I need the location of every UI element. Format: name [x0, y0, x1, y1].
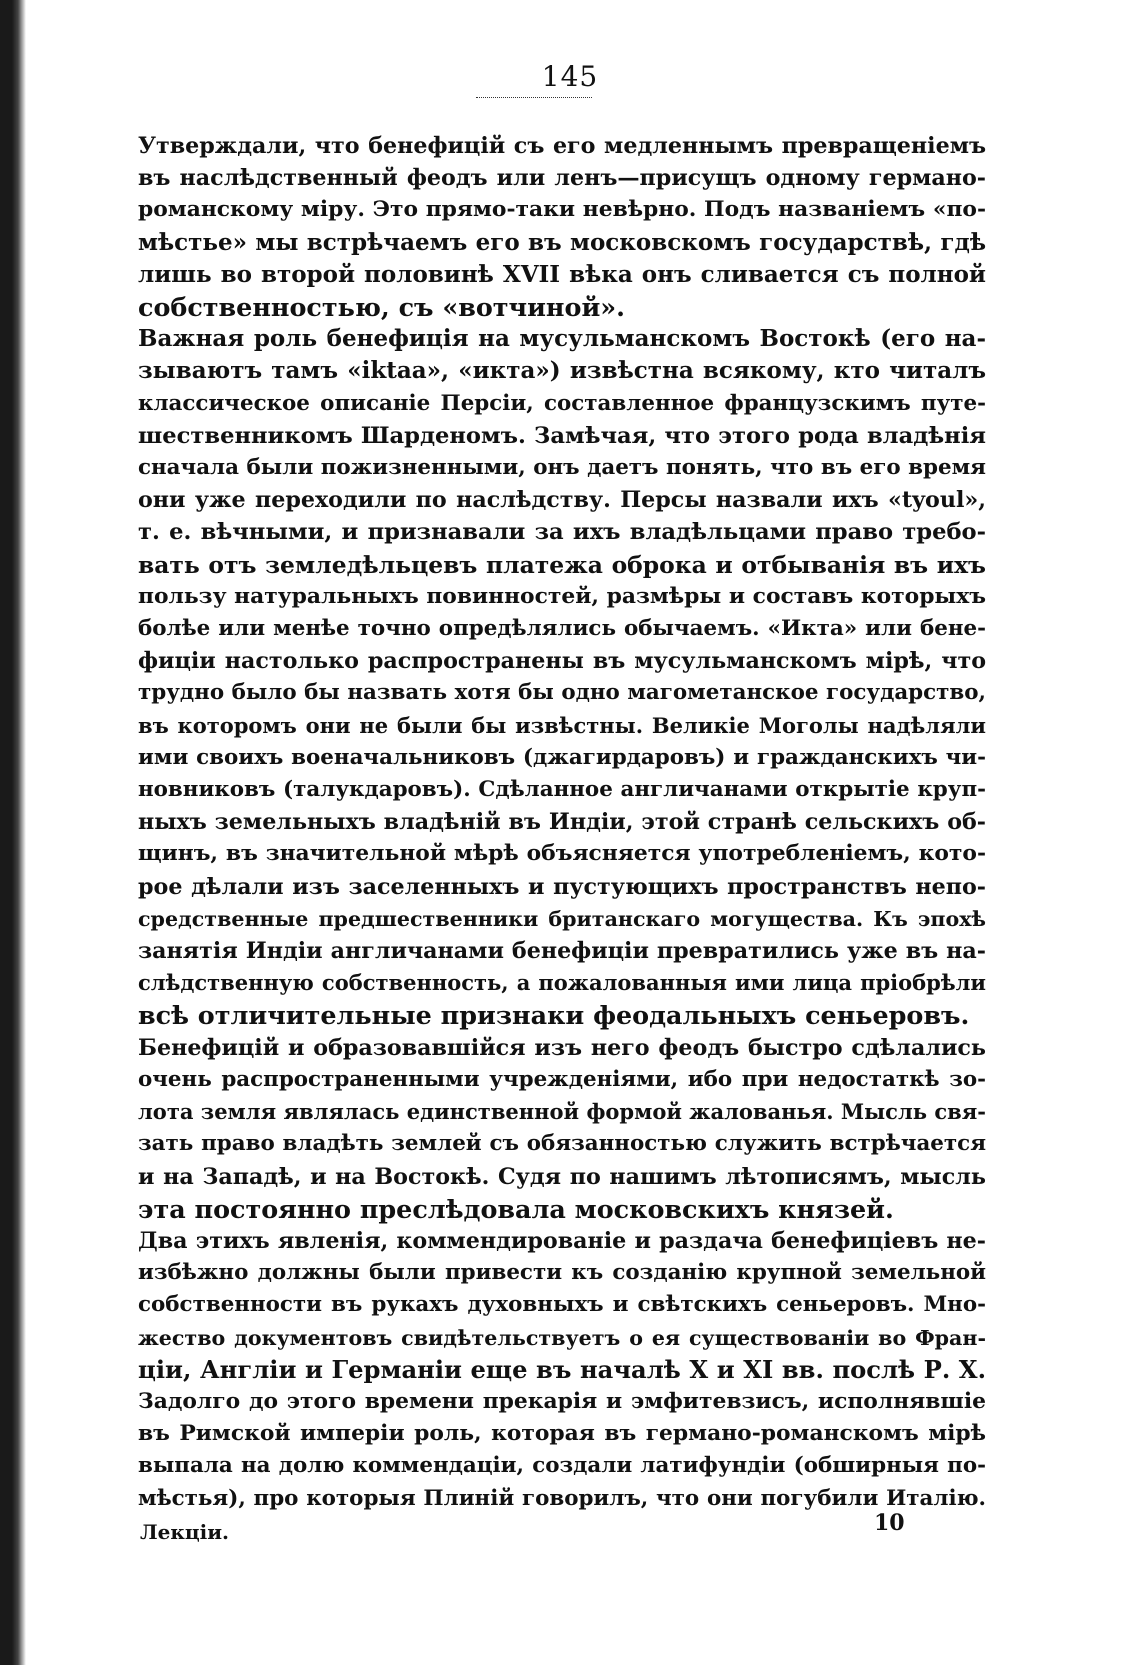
text-line: Утверждали, что бенефицій съ его медленнымъ превращеніемъ	[138, 133, 986, 159]
footer-sheet-number: 10	[874, 1510, 905, 1536]
text-line: трудно было бы назвать хотя бы одно магометанское государство,	[138, 680, 986, 706]
page-binding-edge	[0, 0, 26, 1665]
text-line: ныхъ земельныхъ владѣній въ Индіи, этой странѣ сельскихъ об-	[138, 809, 986, 836]
body-text	[138, 130, 986, 1515]
paragraph-1	[138, 130, 986, 323]
text-line: фиціи настолько распространены въ мусульманскомъ мірѣ, что	[138, 648, 986, 675]
text-line: собственностью, съ «вотчиной».	[138, 292, 625, 323]
text-line: болѣе или менѣе точно опредѣлялись обычаемъ. «Икта» или бене-	[138, 616, 986, 642]
text-line: рое дѣлали изъ заселенныхъ и пустующихъ пространствъ непо-	[138, 873, 986, 900]
footer-signature: Лекціи.	[140, 1520, 230, 1544]
text-line: эта постоянно преслѣдовала московскихъ князей.	[138, 1193, 894, 1224]
text-line: въ наслѣдственный феодъ или ленъ—присущъ одному германо-	[138, 165, 986, 192]
text-line: шественникомъ Шарденомъ. Замѣчая, что этого рода владѣнія	[138, 422, 986, 449]
text-line: и на Западѣ, и на Востокѣ. Судя по нашимъ лѣтописямъ, мысль	[138, 1163, 986, 1190]
page-number-rule	[476, 97, 592, 98]
text-line: ими своихъ военачальниковъ (джагирдаровъ) и гражданскихъ чи-	[138, 744, 986, 770]
text-line: лота земля являлась единственной формой жалованья. Мысль свя-	[138, 1099, 986, 1125]
text-line: средственные предшественники британскаго могущества. Къ эпохѣ	[138, 906, 986, 931]
text-line: очень распространенными учрежденіями, ибо при недостаткѣ зо-	[138, 1066, 986, 1092]
page-number: 145	[541, 60, 599, 93]
text-line: занятія Индіи англичанами бенефиціи превратились уже въ на-	[138, 938, 986, 965]
text-line: ціи, Англіи и Германіи еще въ началѣ X и XI вв. послѣ Р. Х.	[138, 1354, 986, 1384]
text-line: мѣстье» мы встрѣчаемъ его въ московскомъ государствѣ, гдѣ	[138, 228, 986, 256]
text-line: щинъ, въ значительной мѣрѣ объясняется употребленіемъ, кото-	[138, 841, 986, 867]
text-line: выпала на долю коммендаціи, создали латифундіи (обширныя по-	[138, 1453, 986, 1479]
text-line: жество документовъ свидѣтельствуетъ о ея существованіи во Фран-	[138, 1325, 986, 1350]
text-line: пользу натуральныхъ повинностей, размѣры и составъ которыхъ	[138, 583, 986, 609]
text-line: лишь во второй половинѣ XVII вѣка онъ сливается съ полной	[138, 260, 986, 288]
text-line: романскому міру. Это прямо-таки невѣрно. Подъ названіемъ «по-	[138, 197, 986, 223]
text-line: мѣстья), про которыя Плиній говорилъ, что они погубили Италію.	[138, 1485, 986, 1511]
paragraph-3	[138, 1032, 986, 1225]
text-line: Бенефицій и образовавшійся изъ него феодъ быстро сдѣлались	[138, 1034, 986, 1061]
text-line: избѣжно должны были привести къ созданію крупной земельной	[138, 1260, 986, 1286]
text-line: новниковъ (талукдаровъ). Сдѣланное англичанами открытіе круп-	[138, 777, 986, 803]
text-line: въ Римской имперіи роль, которая въ германо-романскомъ мірѣ	[138, 1421, 986, 1447]
text-line: зать право владѣть землей съ обязанностью служить встрѣчается	[138, 1131, 986, 1157]
text-line: зываютъ тамъ «iktaa», «икта») извѣстна всякому, кто читалъ	[138, 357, 986, 385]
text-line: всѣ отличительные признаки феодальныхъ сеньеровъ.	[138, 1000, 970, 1031]
text-line: Важная роль бенефиція на мусульманскомъ Востокѣ (его на-	[138, 325, 986, 353]
text-line: сначала были пожизненными, онъ даетъ понять, что въ его время	[138, 455, 986, 481]
text-line: классическое описаніе Персіи, составленное французскимъ путе-	[138, 390, 986, 416]
text-line: въ которомъ они не были бы извѣстны. Великіе Моголы надѣляли	[138, 712, 986, 738]
text-line: они уже переходили по наслѣдству. Персы назвали ихъ «tyoul»,	[138, 487, 986, 514]
text-line: т. е. вѣчными, и признавали за ихъ владѣльцами право требо-	[138, 519, 986, 546]
text-line: Два этихъ явленія, коммендированіе и раздача бенефиціевъ не-	[138, 1227, 986, 1254]
text-line: Задолго до этого времени прекарія и эмфитевзисъ, исполнявшіе	[138, 1388, 986, 1414]
text-line: собственности въ рукахъ духовныхъ и свѣтскихъ сеньеровъ. Мно-	[138, 1292, 986, 1318]
paragraph-4	[138, 1225, 986, 1515]
paragraph-2	[138, 323, 986, 1031]
text-line: вать отъ земледѣльцевъ платежа оброка и отбыванія въ ихъ	[138, 550, 986, 579]
text-line: слѣдственную собственность, а пожалованныя ими лица пріобрѣли	[138, 970, 986, 996]
